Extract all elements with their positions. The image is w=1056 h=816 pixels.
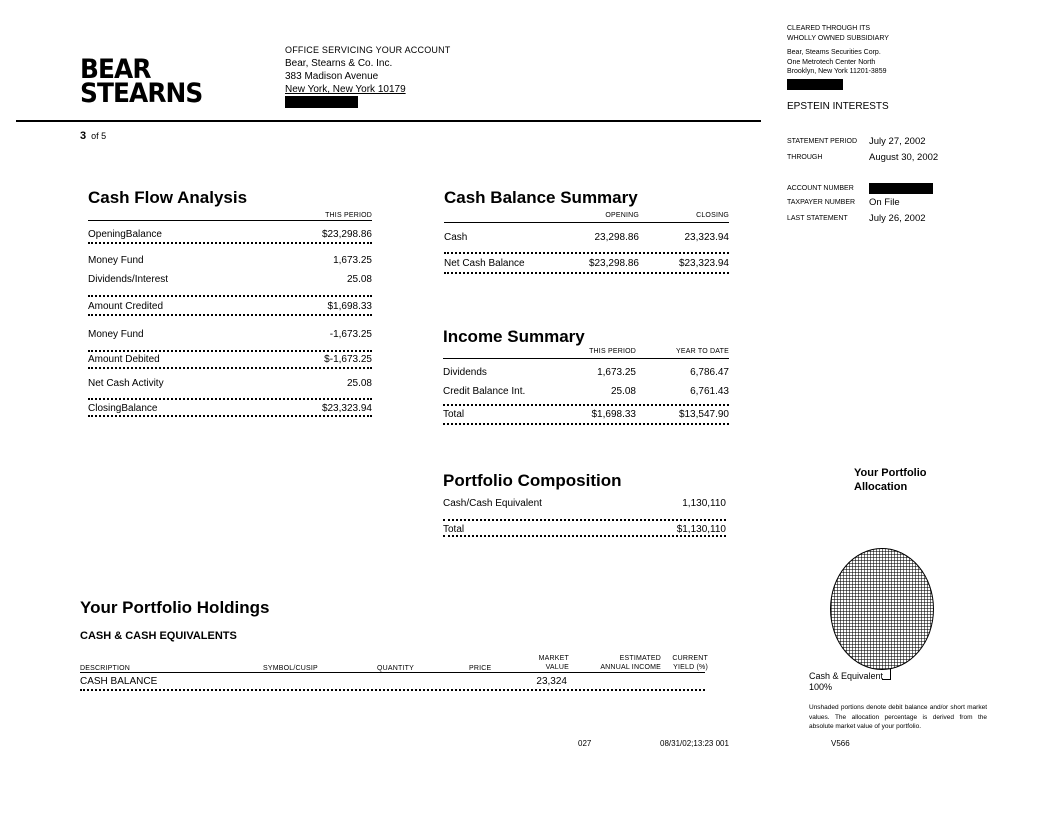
footer-timestamp: 08/31/02;13:23 001 <box>660 739 729 748</box>
cash-flow-row: Amount Credited $1,698.33 <box>88 301 372 312</box>
income-row: Credit Balance Int. 25.08 6,761.43 <box>443 386 729 397</box>
income-summary: Income Summary THIS PERIOD YEAR TO DATE Dividends 1,673.25 6,786.47 Credit Balance Int. 25.08 6,761.43 Total $1,698.33 $13,547.90 <box>443 327 729 425</box>
cash-flow-row: OpeningBalance $23,298.86 <box>88 229 372 240</box>
office-street: 383 Madison Avenue <box>285 71 379 82</box>
redaction-box <box>869 183 933 194</box>
income-row: Total $1,698.33 $13,547.90 <box>443 409 729 420</box>
cash-flow-row: Amount Debited $-1,673.25 <box>88 354 372 365</box>
office-title: OFFICE SERVICING YOUR ACCOUNT <box>285 45 451 55</box>
office-city: New York, New York 10179 <box>285 84 406 95</box>
cash-flow-row: Money Fund -1,673.25 <box>88 329 372 340</box>
footer-version: V566 <box>831 739 850 748</box>
cash-balance-title: Cash Balance Summary <box>444 188 638 207</box>
cash-flow-row: ClosingBalance $23,323.94 <box>88 403 372 414</box>
portfolio-row: Total $1,130,110 <box>443 524 726 535</box>
holdings-title: Your Portfolio Holdings <box>80 598 270 617</box>
statement-info: STATEMENT PERIOD July 27, 2002 THROUGH August 30, 2002 ACCOUNT NUMBER TAXPAYER NUMBER On File LAST STATEMENT July 26, 2002 <box>787 136 939 224</box>
cash-balance-summary: Cash Balance Summary OPENING CLOSING Cash 23,298.86 23,323.94 Net Cash Balance $23,298.86 $23,323.94 <box>444 188 729 274</box>
income-title: Income Summary <box>443 327 585 346</box>
redaction-box <box>787 79 843 90</box>
allocation-leader-line <box>882 668 891 680</box>
footer-code: 027 <box>578 739 592 748</box>
bear-stearns-logo: BEAR STEARNS <box>80 54 203 109</box>
page-number: 3 of 5 <box>80 130 107 142</box>
cash-balance-row: Net Cash Balance $23,298.86 $23,323.94 <box>444 258 729 269</box>
cash-flow-analysis: Cash Flow Analysis THIS PERIOD OpeningBalance $23,298.86 Money Fund 1,673.25 Dividends/Interest 25.08 Amount Credited $1,698.33 Money Fund -1,673.25 Amount Debited $-1,673.25 Net Cash Activity 25.08 ClosingBalance $23,323.94 <box>88 188 372 417</box>
cash-flow-row: Net Cash Activity 25.08 <box>88 378 372 389</box>
holdings-subtitle: CASH & CASH EQUIVALENTS <box>80 630 237 642</box>
portfolio-title: Portfolio Composition <box>443 471 622 490</box>
cash-flow-row: Dividends/Interest 25.08 <box>88 274 372 285</box>
income-row: Dividends 1,673.25 6,786.47 <box>443 367 729 378</box>
portfolio-holdings <box>80 598 708 691</box>
cash-balance-row: Cash 23,298.86 23,323.94 <box>444 232 729 243</box>
redaction-box <box>285 96 358 108</box>
portfolio-composition <box>443 471 726 537</box>
portfolio-row: Cash/Cash Equivalent 1,130,110 <box>443 498 726 509</box>
allocation-pie-chart <box>830 548 934 670</box>
clearing-info: CLEARED THROUGH ITS WHOLLY OWNED SUBSIDIARY Bear, Steams Securities Corp. One Metrotech Center North Brooklyn, New York 11201-3859 <box>787 24 889 93</box>
office-name: Bear, Stearns & Co. Inc. <box>285 58 393 69</box>
account-name: EPSTEIN INTERESTS <box>787 101 889 112</box>
holdings-header: DESCRIPTION SYMBOL/CUSIP QUANTITY PRICE MARKET VALUE ESTIMATED ANNUAL INCOME CURRENT YIELD (%) <box>80 655 708 672</box>
cash-flow-row: Money Fund 1,673.25 <box>88 255 372 266</box>
cash-flow-title: Cash Flow Analysis <box>88 188 248 207</box>
header-divider <box>16 120 761 122</box>
holdings-row: CASH BALANCE 23,324 <box>80 676 567 687</box>
allocation-title: Your Portfolio Allocation <box>854 467 927 493</box>
allocation-note: Unshaded portions denote debit balance and/or short market values. The allocation percentage is derived from the absolute market value of your portfolio. <box>809 704 987 730</box>
allocation-label: Cash & Equivalent 100% <box>809 671 884 692</box>
office-address <box>285 44 451 112</box>
